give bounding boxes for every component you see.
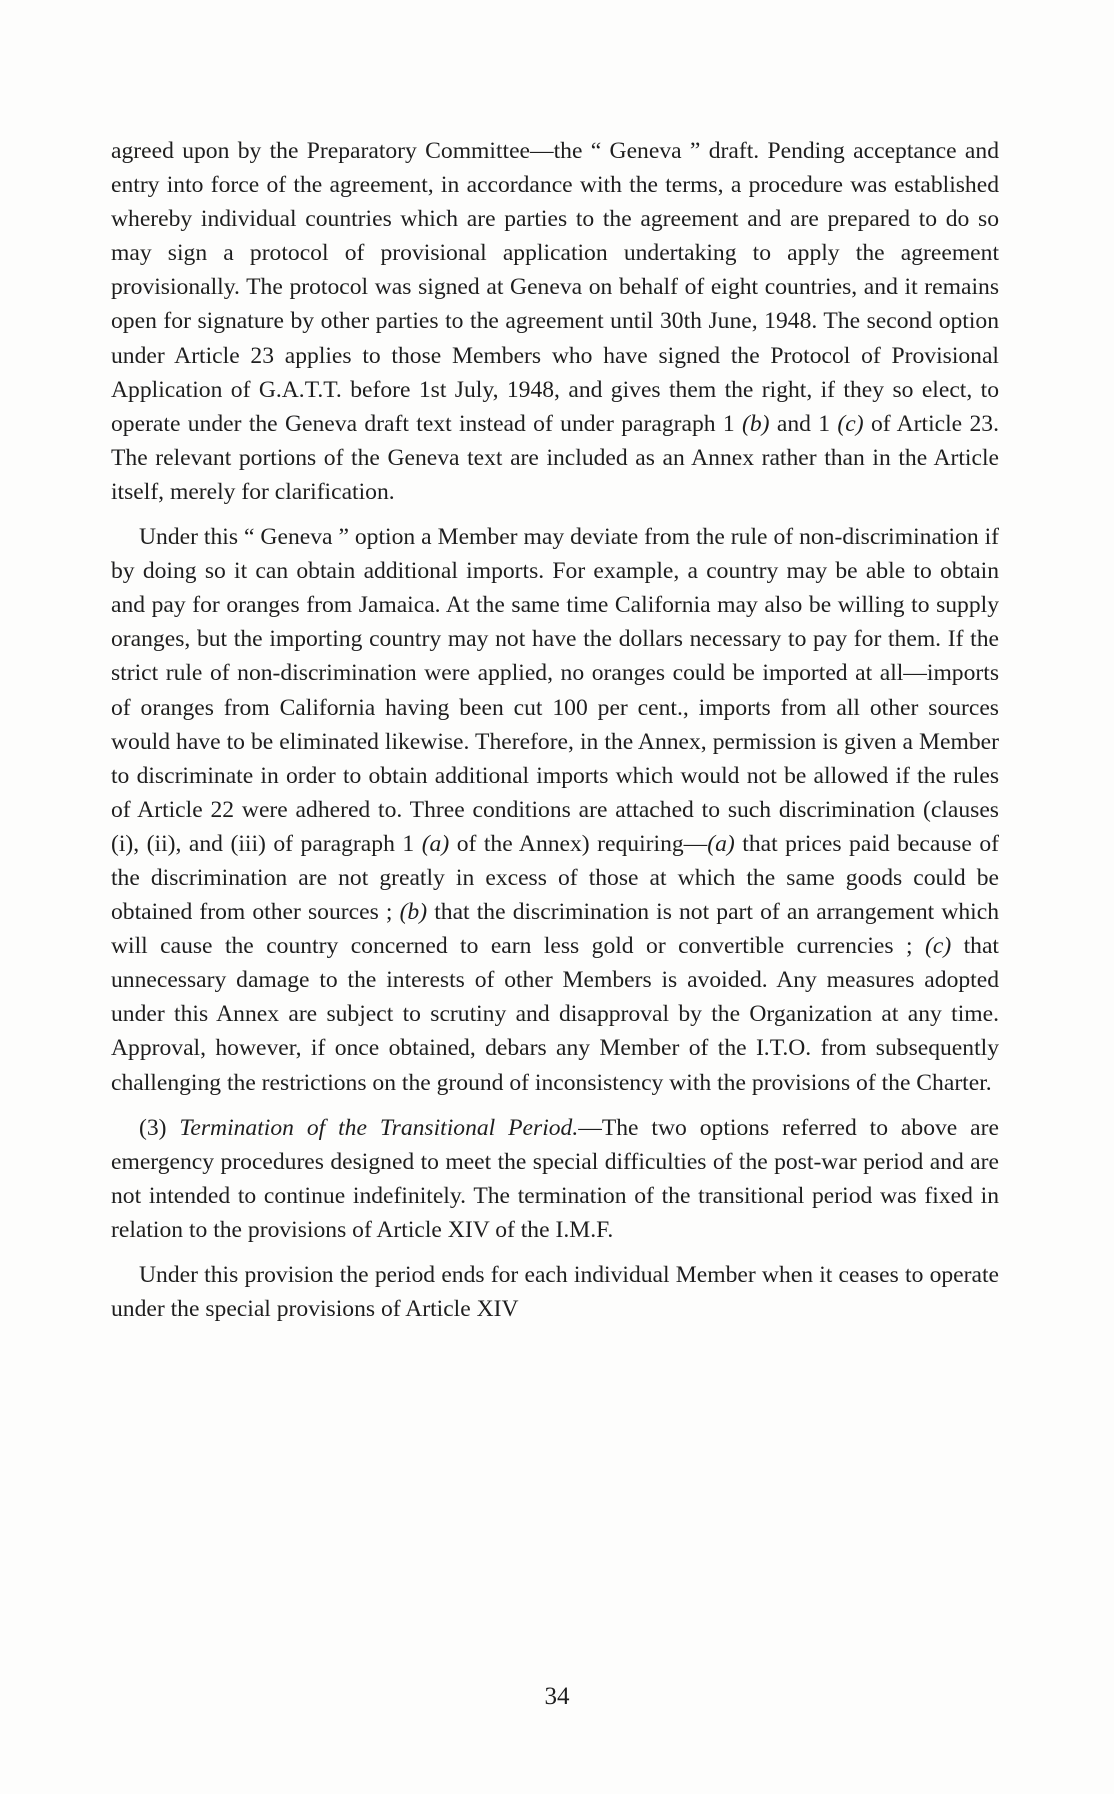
- italic-text-run: (b): [742, 410, 770, 437]
- text-run: that the discrimination is not part of an arrangement which will cause the country concerned to earn less gold or convertible currencies ;: [111, 899, 999, 960]
- text-run: that prices paid because of the discrimination are not greatly in excess of those at which the same goods could be obtained from other sources ;: [111, 830, 999, 926]
- text-run: Under this “ Geneva ” option a Member may deviate from the rule of non-discrimination if by doing so it can obtain additional imports. For example, a country may be able to obtain and pay for oranges from Jamaica. At the same time California may also be willing to supply oranges, but the importing country may not have the dollars necessary to pay for them. If the strict rule of non-discrimination were applied, no oranges could be imported at all—imports of oranges from California having been cut 100 per cent., imports from all other sources would have to be eliminated likewise. Therefore, in the Annex, permission is given a Member to discriminate in order to obtain additional imports which would not be allowed if the rules of Article 22 were adhered to. Three conditions are attached to such discrimination (clauses (i), (ii), and (iii) of paragraph 1: [111, 524, 999, 857]
- paragraph-end-of-period: [111, 1258, 999, 1326]
- italic-text-run: (b): [399, 899, 428, 926]
- italic-text-run: Termination of the Transitional Period.: [179, 1114, 579, 1141]
- paragraph-geneva-draft: [111, 134, 999, 509]
- text-run: of the Annex) requiring—: [449, 830, 708, 857]
- page-number: 34: [544, 1683, 570, 1710]
- paragraph-geneva-option: [111, 520, 999, 1100]
- text-run: and 1: [769, 410, 838, 437]
- text-run: Under this provision the period ends for each individual Member when it ceases to operate under the special provisions of Article XIV: [111, 1262, 999, 1323]
- italic-text-run: (c): [837, 410, 864, 437]
- italic-text-run: (a): [707, 830, 735, 857]
- text-run: agreed upon by the Preparatory Committee—the “ Geneva ” draft. Pending acceptance and entry into force of the agreement, in accordance with the terms, a procedure was established whereby individual countries which are parties to the agreement and are prepared to do so may sign a protocol of provisional application undertaking to apply the agreement provisionally. The protocol was signed at Geneva on behalf of eight countries, and it remains open for signature by other parties to the agreement until 30th June, 1948. The second option under Article 23 applies to those Members who have signed the Protocol of Provisional Application of G.A.T.T. before 1st July, 1948, and gives them the right, if they so elect, to operate under the Geneva draft text instead of under paragraph 1: [111, 138, 999, 437]
- italic-text-run: (c): [925, 933, 952, 960]
- text-run: (3): [139, 1114, 180, 1141]
- italic-text-run: (a): [421, 830, 450, 857]
- paragraph-termination-transitional-period: [111, 1111, 999, 1247]
- body-text: [111, 134, 999, 1337]
- text-run: —The two options referred to above are emergency procedures designed to meet the special difficulties of the post-war period and are not intended to continue indefinitely. The termination of the transitional period was fixed in relation to the provisions of Article XIV of the I.M.F.: [111, 1114, 999, 1243]
- text-run: of Article 23. The relevant portions of the Geneva text are included as an Annex rather than in the Article itself, merely for clarification.: [111, 410, 999, 505]
- text-run: that unnecessary damage to the interests of other Members is avoided. Any measures adopted under this Annex are subject to scrutiny and disapproval by the Organization at any time. Approval, however, if once obtained, debars any Member of the I.T.O. from subsequently challenging the restrictions on the ground of inconsistency with the provisions of the Charter.: [111, 933, 999, 1096]
